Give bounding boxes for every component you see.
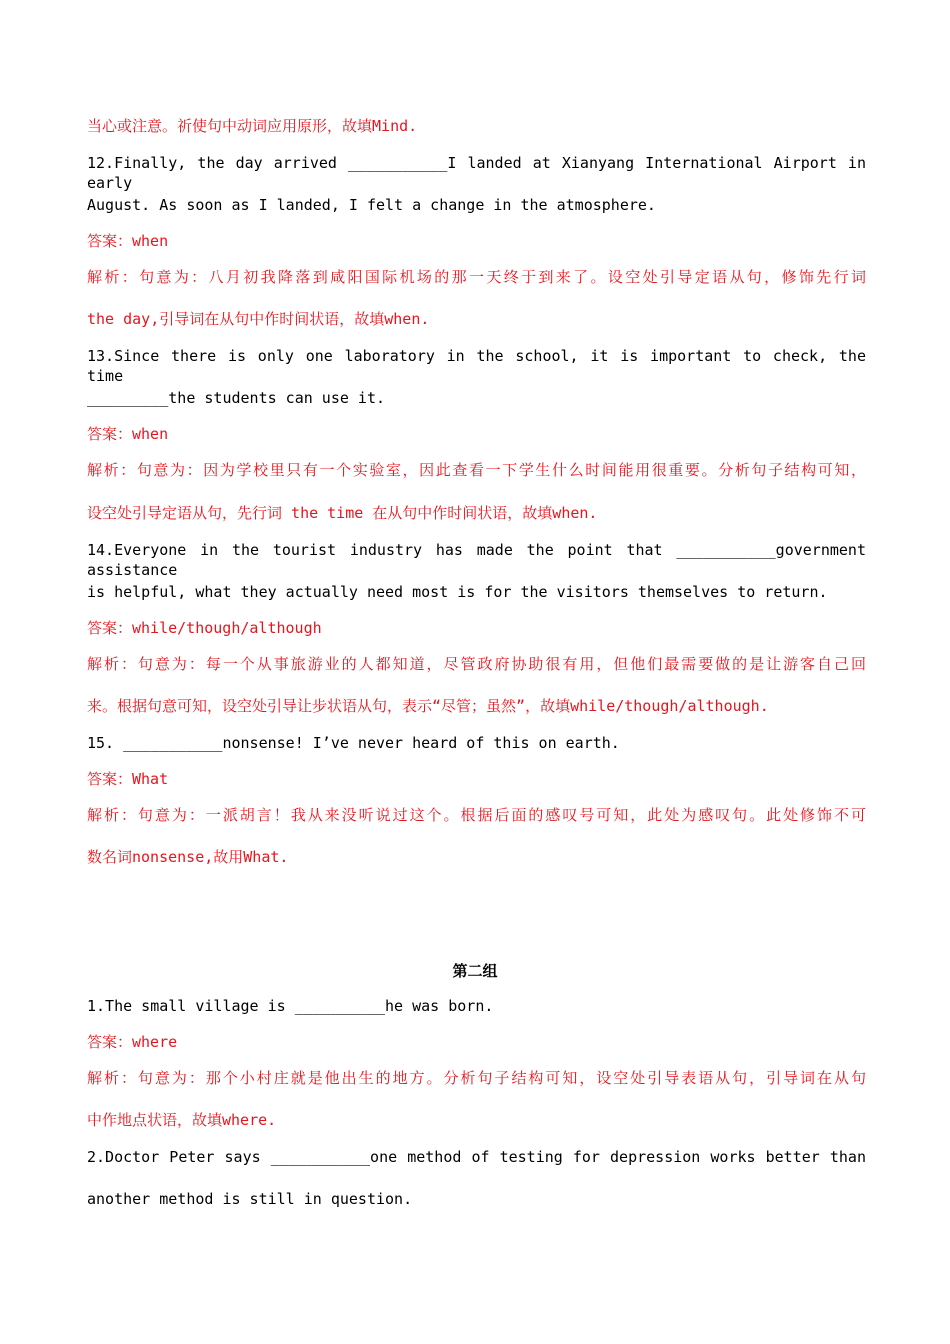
question-12-analysis-1: 解析：句意为：八月初我降落到咸阳国际机场的那一天终于到来了。设空处引导定语从句，修饰先行词 <box>87 268 866 286</box>
question-12-analysis-2: the day,引导词在从句中作时间状语，故填when. <box>87 310 430 328</box>
question-14-analysis-2: 来。根据句意可知，设空处引导让步状语从句，表示“尽管；虽然”，故填while/though/although. <box>87 697 769 715</box>
question-14-answer: 答案：while/though/although <box>87 619 322 637</box>
question-15-answer: 答案：What <box>87 770 169 788</box>
question-14-analysis-1: 解析：句意为：每一个从事旅游业的人都知道，尽管政府协助很有用，但他们最需要做的是让游客自己回 <box>87 655 866 673</box>
group2-question-2-line-1: 2.Doctor Peter says ___________one method of testing for depression works better than <box>87 1148 866 1166</box>
group2-question-1-line-1: 1.The small village is __________he was born. <box>87 997 494 1015</box>
question-13-analysis-2: 设空处引导定语从句，先行词 the time 在从句中作时间状语，故填when. <box>87 504 598 522</box>
question-15-line-1: 15. ___________nonsense! I’ve never heard of this on earth. <box>87 734 620 752</box>
question-13-line-1: 13.Since there is only one laboratory in the school, it is important to check, the time <box>87 347 866 385</box>
group2-question-2-line-2: another method is still in question. <box>87 1190 413 1208</box>
question-13-analysis-1: 解析：句意为：因为学校里只有一个实验室，因此查看一下学生什么时间能用很重要。分析句子结构可知， <box>87 461 866 479</box>
group2-question-1-analysis-1: 解析：句意为：那个小村庄就是他出生的地方。分析句子结构可知，设空处引导表语从句，引导词在从句 <box>87 1069 866 1087</box>
question-12-answer: 答案：when <box>87 232 169 250</box>
question-14-line-2: is helpful, what they actually need most is for the visitors themselves to return. <box>87 583 828 601</box>
group2-question-1-analysis-2: 中作地点状语，故填where. <box>87 1111 277 1129</box>
question-13-answer: 答案：when <box>87 425 169 443</box>
question-15-analysis-2: 数名词nonsense,故用What. <box>87 848 289 866</box>
question-14-line-1: 14.Everyone in the tourist industry has made the point that ___________government assistance <box>87 541 866 579</box>
question-13-line-2: _________the students can use it. <box>87 389 386 407</box>
question-12-line-1: 12.Finally, the day arrived ___________I landed at Xianyang International Airport in early <box>87 154 866 192</box>
section-title: 第二组 <box>452 962 498 980</box>
question-15-analysis-1: 解析：句意为：一派胡言！我从来没听说过这个。根据后面的感叹号可知，此处为感叹句。此处修饰不可 <box>87 806 866 824</box>
prev-analysis-tail: 当心或注意。祈使句中动词应用原形，故填Mind. <box>87 117 418 135</box>
group2-question-1-answer: 答案：where <box>87 1033 178 1051</box>
question-12-line-2: August. As soon as I landed, I felt a change in the atmosphere. <box>87 196 656 214</box>
